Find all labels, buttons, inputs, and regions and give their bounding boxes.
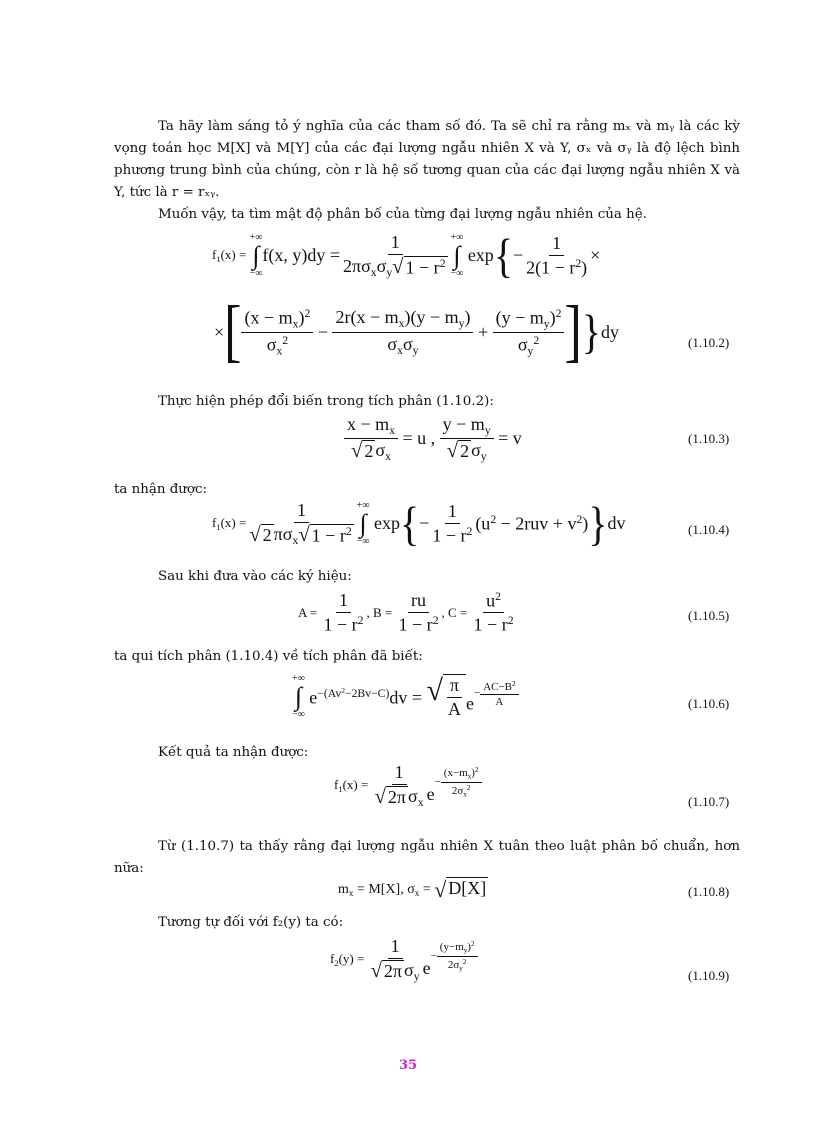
equation-1-10-2-line2: × [ $\frac{(x - m_x)^2}{\sigma_x^2}$ − $\frac{2r(x - m_x)(y - m_y)}{\sigma_x\sigma_y}$ + $\frac{(y - m_y)^2}{\sigma_y^2}$ ] } dy bbox=[214, 292, 619, 370]
paragraph-density: Muốn vậy, ta tìm mật độ phân bố của từng đại lượng ngẫu nhiên của hệ. bbox=[158, 207, 647, 222]
paragraph-known-integral: ta qui tích phân (1.10.4) về tích phân đã biết: bbox=[114, 649, 423, 664]
equation-1-10-6: +∞ ∫ −∞ $e^{-(Av^2-2Bv-C)}dv$ = √ $\frac{\pi}{A}$ $e^{- \frac{AC-B^2}{A}}$ bbox=[292, 674, 519, 720]
equation-number: (1.10.9) bbox=[688, 968, 730, 983]
paragraph-outcome: Kết quả ta nhận được: bbox=[158, 745, 309, 760]
paragraph-change-variable: Thực hiện phép đổi biến trong tích phân (1.10.2): bbox=[158, 394, 494, 409]
intro-paragraph: Ta hãy làm sáng tỏ ý nghĩa của các tham số đó. Ta sẽ chỉ ra rằng mₓ và mᵧ là các kỳ vọng toán học M[X] và M[Y] của các đại lượng ngẫu nhiên X và Y, σₓ và σᵧ là độ lệch bình phương trung bình của chúng, còn r là hệ số tương quan của các đại lượng ngẫu nhiên X và Y, tức là r = rₓᵧ. bbox=[114, 119, 740, 200]
equation-1-10-3: $x - m_x$ √ 2 $\sigma_x$ = u , $y - m_y$ √ 2 $\sigma_y$ = v bbox=[344, 414, 522, 463]
equation-1-10-8: $m_x = M[X]$, $\sigma_x$ = √ D[X] bbox=[338, 877, 487, 902]
paragraph-normal-law: Từ (1.10.7) ta thấy rằng đại lượng ngẫu nhiên X tuân theo luật phân bố chuẩn, hơn nữa: bbox=[114, 839, 740, 876]
equation-1-10-2-line1: $f_1(x)$ = +∞ ∫ −∞ f(x, y)dy = 1 $2\pi\sigma_x\sigma_y$ √ $1 - r^2$ +∞ ∫ −∞ exp { − $\frac{1}{2(1 - r^2)}$ × bbox=[212, 228, 601, 283]
equation-1-10-5: A = $\frac{1}{1 - r^2}$ , B = $\frac{ru}{1 - r^2}$ , C = $\frac{u^2}{1 - r^2}$ bbox=[298, 590, 514, 635]
equation-number: (1.10.6) bbox=[688, 696, 730, 711]
equation-1-10-9: $f_2(y)$ = 1 √ 2π $\sigma_y$ $e^{- \frac{(y-m_y)^2}{2\sigma_y^2}}$ bbox=[330, 936, 478, 983]
equation-1-10-4: $f_1(x)$ = 1 √ 2 $\pi\sigma_x$ √ $1 - r^2$ +∞ ∫ −∞ exp { − $\frac{1}{1 - r^2}$ $(u^2 - 2ruv + v^2)$ } dv bbox=[212, 496, 626, 551]
page-number: 35 bbox=[398, 1058, 418, 1073]
equation-number: (1.10.2) bbox=[688, 335, 730, 350]
equation-number: (1.10.3) bbox=[688, 431, 730, 446]
paragraph-notation: Sau khi đưa vào các ký hiệu: bbox=[158, 569, 352, 584]
paragraph-similarly: Tương tự đối với f₂(y) ta có: bbox=[158, 915, 344, 930]
equation-number: (1.10.7) bbox=[688, 794, 730, 809]
equation-1-10-7: $f_1(x)$ = 1 √ 2π $\sigma_x$ $e^{- \frac{(x-m_x)^2}{2\sigma_x^2}}$ bbox=[334, 762, 482, 809]
paragraph-result: ta nhận được: bbox=[114, 482, 208, 497]
equation-number: (1.10.8) bbox=[688, 884, 730, 899]
equation-number: (1.10.4) bbox=[688, 522, 730, 537]
equation-number: (1.10.5) bbox=[688, 608, 730, 623]
